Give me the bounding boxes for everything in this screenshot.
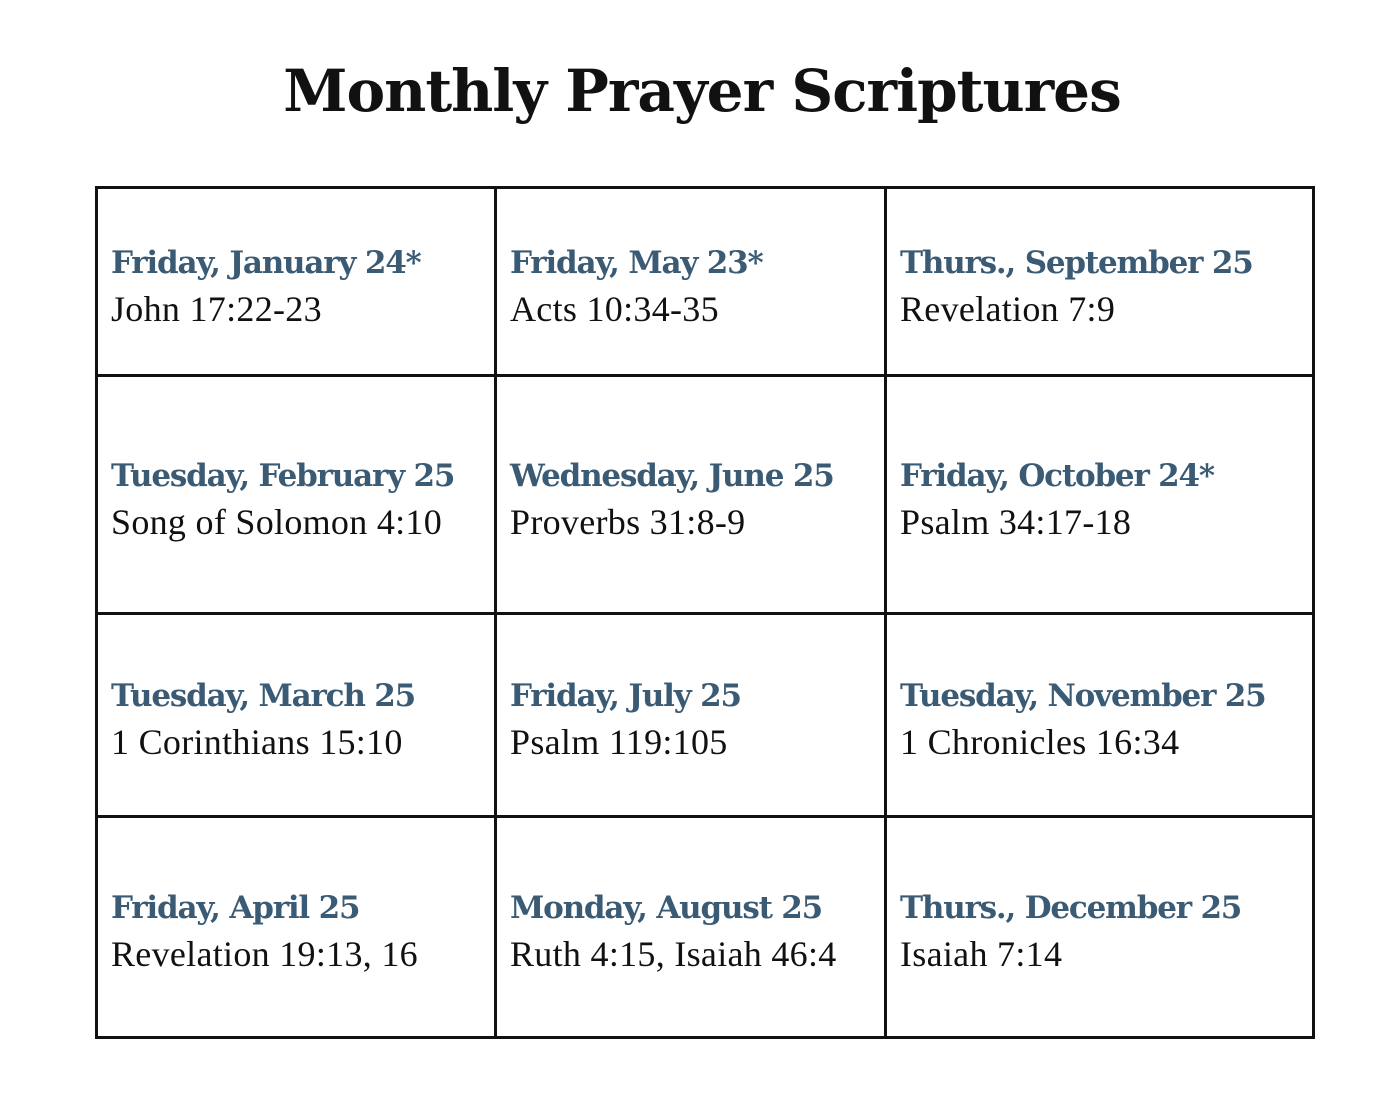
cell-date: Friday, July 25 <box>510 678 741 714</box>
cell-date: Monday, August 25 <box>510 890 823 926</box>
table-cell <box>497 818 887 1036</box>
table-cell <box>497 615 887 818</box>
table-cell <box>497 189 887 377</box>
cell-date: Tuesday, March 25 <box>111 678 416 714</box>
cell-date: Tuesday, February 25 <box>111 457 455 494</box>
cell-scripture: Isaiah 7:14 <box>900 934 1063 974</box>
cell-scripture: Ruth 4:15, Isaiah 46:4 <box>510 934 837 974</box>
cell-scripture: Psalm 119:105 <box>510 722 728 762</box>
table-cell <box>887 189 1312 377</box>
table-cell <box>887 377 1312 615</box>
cell-scripture: Proverbs 31:8-9 <box>510 501 746 542</box>
cell-scripture: John 17:22-23 <box>111 288 322 329</box>
table-cell <box>98 377 497 615</box>
cell-scripture: Revelation 7:9 <box>900 288 1116 329</box>
cell-scripture: Song of Solomon 4:10 <box>111 501 443 542</box>
table-cell <box>887 615 1312 818</box>
cell-date: Friday, May 23* <box>510 244 763 281</box>
table-cell <box>887 818 1312 1036</box>
page-title: Monthly Prayer Scriptures <box>283 57 1121 125</box>
table-cell <box>497 377 887 615</box>
cell-scripture: Psalm 34:17-18 <box>900 501 1132 542</box>
cell-scripture: Revelation 19:13, 16 <box>111 934 418 974</box>
table-cell <box>98 189 497 377</box>
cell-scripture: Acts 10:34-35 <box>510 288 719 329</box>
cell-scripture: 1 Chronicles 16:34 <box>900 722 1180 762</box>
cell-date: Wednesday, June 25 <box>510 457 834 494</box>
prayer-schedule-table <box>95 186 1315 1039</box>
cell-date: Tuesday, November 25 <box>900 678 1266 714</box>
cell-date: Friday, January 24* <box>111 244 421 281</box>
cell-date: Thurs., December 25 <box>900 890 1242 926</box>
cell-date: Thurs., September 25 <box>900 244 1253 281</box>
table-cell <box>98 818 497 1036</box>
cell-date: Friday, April 25 <box>111 890 360 926</box>
cell-scripture: 1 Corinthians 15:10 <box>111 722 403 762</box>
table-cell <box>98 615 497 818</box>
cell-date: Friday, October 24* <box>900 457 1214 494</box>
